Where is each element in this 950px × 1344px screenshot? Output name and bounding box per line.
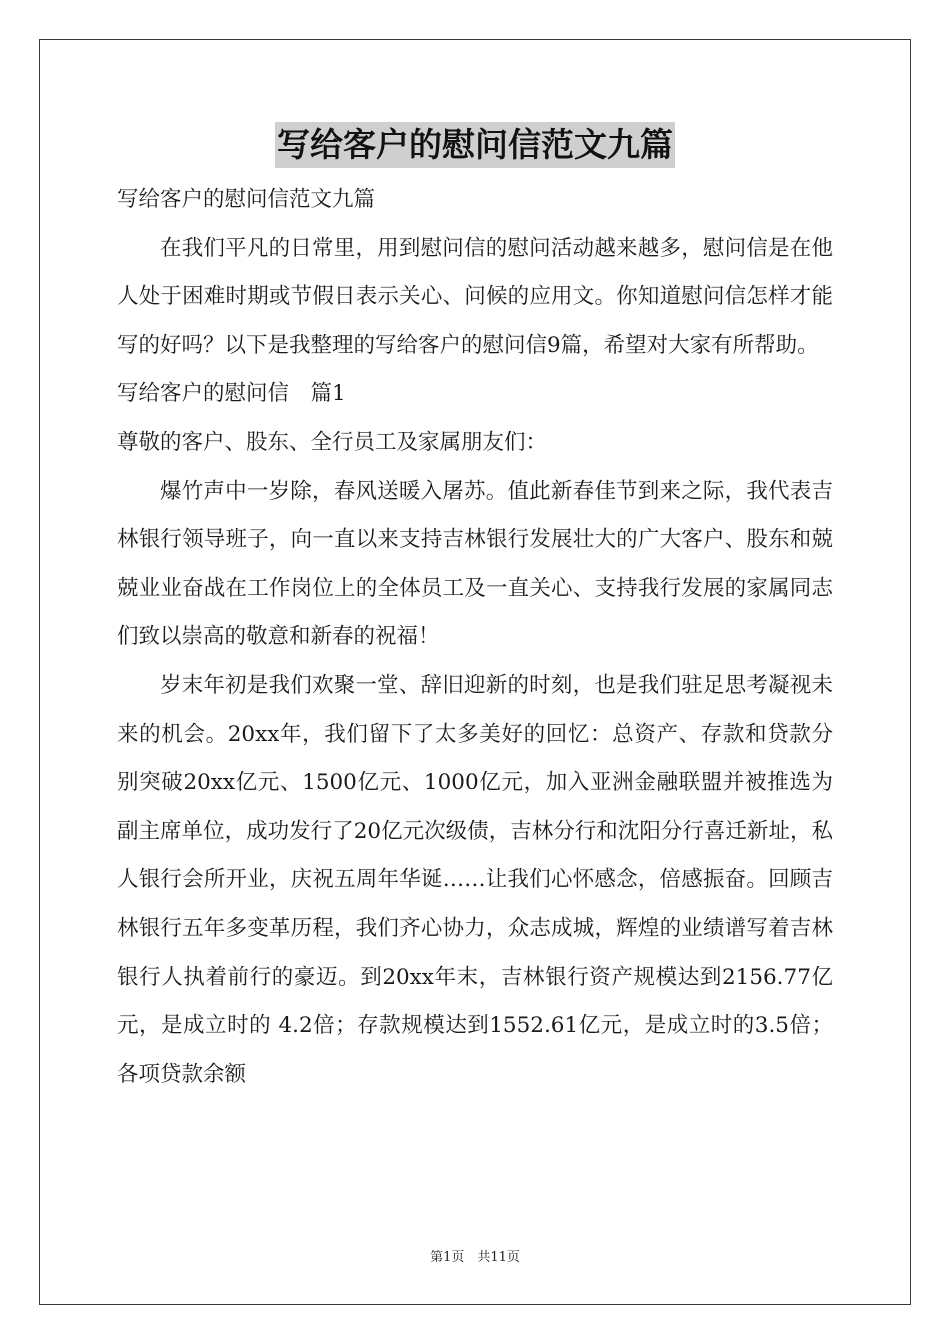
- body-paragraph: 爆竹声中一岁除，春风送暖入屠苏。值此新春佳节到来之际，我代表吉林银行领导班子，向一直以来支持吉林银行发展壮大的广大客户、股东和兢兢业业奋战在工作岗位上的全体员工及一直关心、支持我行发展的家属同志们致以崇高的敬意和新春的祝福！: [117, 478, 833, 650]
- document-body: [117, 176, 833, 1099]
- document-title: 写给客户的慰问信范文九篇: [275, 122, 675, 168]
- title-container: [0, 122, 950, 168]
- document-subtitle: 写给客户的慰问信范文九篇: [117, 187, 376, 212]
- salutation: 尊敬的客户、股东、全行员工及家属朋友们：: [117, 429, 548, 455]
- section-heading: 写给客户的慰问信 篇1: [117, 381, 346, 407]
- page-footer: 第1页 共11页: [430, 1250, 520, 1265]
- intro-paragraph: 在我们平凡的日常里，用到慰问信的慰问活动越来越多，慰问信是在他人处于困难时期或节假日表示关心、问候的应用文。你知道慰问信怎样才能写的好吗？以下是我整理的写给客户的慰问信9篇，希望对大家有所帮助。: [117, 235, 833, 358]
- body-paragraph: 岁末年初是我们欢聚一堂、辞旧迎新的时刻，也是我们驻足思考凝视未来的机会。20xx年，我们留下了太多美好的回忆：总资产、存款和贷款分别突破20xx亿元、1500亿元、1000亿元，加入亚洲金融联盟并被推选为副主席单位，成功发行了20亿元次级债，吉林分行和沈阳分行喜迁新址，私人银行会所开业，庆祝五周年华诞……让我们心怀感念，倍感振奋。回顾吉林银行五年多变革历程，我们齐心协力，众志成城，辉煌的业绩谱写着吉林银行人执着前行的豪迈。到20xx年末，吉林银行资产规模达到2156.77亿元，是成立时的 4.2倍；存款规模达到1552.61亿元，是成立时的3.5倍；各项贷款余额: [117, 672, 833, 1087]
